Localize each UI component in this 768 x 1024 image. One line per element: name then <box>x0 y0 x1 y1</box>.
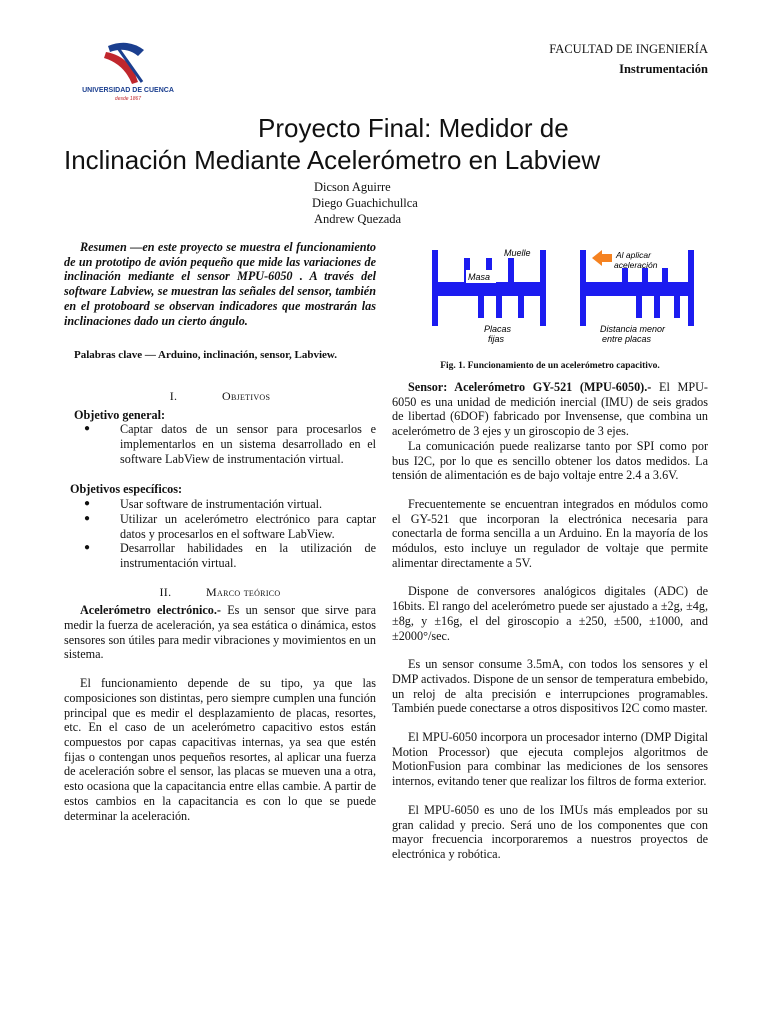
logo-text: UNIVERSIDAD DE CUENCA <box>82 87 174 94</box>
plate <box>622 268 628 282</box>
frame-right-wall <box>688 250 694 326</box>
paragraph: Frecuentemente se encuentran integrados en módulos como el GY-521 que incorporan la electrónica necesaria para conectarla de forma sencilla a un Arduino. En la mayoría de los módulos, esto incluye un regulador de voltaje que permite alimentar directamente a 5V. <box>392 496 708 570</box>
objetivo-general-label: Objetivo general: <box>74 407 166 422</box>
plate <box>478 296 484 318</box>
title-line-2: Inclinación Mediante Acelerómetro en Labview <box>64 145 601 175</box>
figure-left-diagram <box>432 246 546 344</box>
right-column <box>392 380 708 862</box>
author: Dicson Aguirre <box>314 180 391 194</box>
section-title: Objetivos <box>221 388 271 403</box>
label-aplicar: Al aplicar <box>616 250 651 260</box>
abstract: Resumen —en este proyecto se muestra el funcionamiento de un prototipo de avión pequeño que mide las variaciones de inclinación mediante el sensor MPU-6050 . A través del software Labview, se muestran las señales del sensor, también en el protoboard se observan indicadores que mostrarán las inclinaciones dado un cierto ángulo. <box>64 240 376 328</box>
objetivos-especificos-list <box>64 497 376 571</box>
mass-bar <box>586 282 688 296</box>
plate <box>636 296 642 318</box>
paragraph: Es un sensor consume 3.5mA, con todos los sensores y el DMP activados. Dispone de un sensor de temperatura embebido, un reloj de alta precisión e interrupciones programables. También puede conectarse a otros dispositivos I2C como master. <box>392 657 708 716</box>
frame-right-wall <box>540 250 546 326</box>
label-masa: Masa <box>468 272 491 282</box>
keywords: Palabras clave — Arduino, inclinación, sensor, Labview. <box>74 349 338 362</box>
figure-caption: Fig. 1. Funcionamiento de un acelerómetro capacitivo. <box>440 361 660 371</box>
left-column <box>64 240 376 823</box>
label-entre-placas: entre placas <box>602 334 652 344</box>
paragraph: El MPU-6050 es uno de los IMUs más empleados por su gran calidad y precio. Será uno de los componentes que con mayor frecuencia incorporaremos a nuestros proyectos de electrónica y robótica. <box>392 802 708 861</box>
frame-left-wall <box>580 250 586 326</box>
plate <box>518 296 524 318</box>
paragraph: El MPU-6050 incorpora un procesador interno (DMP Digital Motion Processor) que ejecuta complejos algoritmos de MotionFusion para combinar las mediciones de los sensores internos, evitando tener que realizar los filtros de forma exterior. <box>392 730 708 789</box>
list-item: ● Desarrollar habilidades en la utilización de instrumentación virtual. <box>64 541 376 570</box>
label-muelle: Muelle <box>504 248 531 258</box>
mass-bar <box>438 282 540 296</box>
author: Diego Guachichullca <box>312 196 418 210</box>
section-heading-marco <box>64 585 376 600</box>
label-distancia: Distancia menor <box>600 324 666 334</box>
course-name: Instrumentación <box>619 62 708 76</box>
plate <box>674 296 680 318</box>
title-line-1: Proyecto Final: Medidor de <box>258 113 569 143</box>
label-placas: Placas <box>484 324 512 334</box>
paragraph: La comunicación puede realizarse tanto por SPI como por bus I2C, por lo que es sencillo obtener los datos medidos. La tensión de alimentación es de bajo voltaje entre 2.4 a 3.6V. <box>392 438 708 483</box>
list-item: ● Usar software de instrumentación virtual. <box>64 497 376 512</box>
paragraph: Dispone de conversores analógicos digitales (ADC) de 16bits. El rango del acelerómetro puede ser ajustado a ±2g, ±4g, ±8g, y ±16g, el del giroscopio a ±250, ±500, ±1000, and ±2000°/sec. <box>392 584 708 643</box>
plate <box>496 296 502 318</box>
section-title: Marco teórico <box>206 584 281 599</box>
plate <box>508 258 514 282</box>
acelerometro-paragraph <box>64 603 376 662</box>
section-heading-objetivos <box>64 389 376 404</box>
figure-accelerometer <box>430 240 700 352</box>
university-logo <box>78 38 178 104</box>
figure-right-diagram <box>580 250 694 344</box>
paragraph-text: El MPU-6050 es una unidad de medición inercial (IMU) de seis grados de libertad (6DOF) fabricado por Invensense, que combina un acelerómetro de 3 ejes y un giroscopio de 3 ejes. <box>392 380 708 439</box>
author: Andrew Quezada <box>314 212 402 226</box>
frame-left-wall <box>432 250 438 326</box>
plate <box>662 268 668 282</box>
funcionamiento-paragraph: El funcionamiento depende de su tipo, ya que las composiciones son distintas, pero siempre cumplen una función principal que es medir el desplazamiento de placas, resortes, etc. En el caso de un acelerómetro capacitivo estos están compuestos por capas capacitivas internas, ya sea que estén fijas o contengan unos pequeños resortes, al aplicar una fuerza de aceleración sobre el sensor, las placas se mueven una a otra, esto ocasiona que la capacitancia entre ellas cambie. A partir de estos cambios en la capacitancia es con lo que se puede determinar la aceleración. <box>64 676 376 823</box>
authors <box>314 179 418 227</box>
list-item: ● Captar datos de un sensor para procesarlos e implementarlos en un sistema desarrollado en el software LabView de instrumentación virtual. <box>64 422 376 466</box>
sensor-paragraph <box>392 380 708 439</box>
list-item: ● Utilizar un acelerómetro electrónico para captar datos y procesarlos en el software LabView. <box>64 512 376 541</box>
label-fijas: fijas <box>488 334 505 344</box>
acceleration-arrow-icon <box>592 250 612 266</box>
label-aceleracion: aceleración <box>614 260 658 270</box>
objetivos-especificos-label: Objetivos específicos: <box>70 482 183 497</box>
logo-subtext: desde 1867 <box>114 96 142 102</box>
faculty-name: FACULTAD DE INGENIERÍA <box>549 42 708 56</box>
paper-title <box>0 112 768 176</box>
objetivo-general-list <box>64 422 376 466</box>
sensor-label: Sensor: Acelerómetro GY-521 (MPU-6050).- <box>408 380 652 394</box>
section-number: I. <box>169 388 178 403</box>
plate <box>642 268 648 282</box>
section-number: II. <box>159 584 172 599</box>
acelerometro-label: Acelerómetro electrónico.- <box>80 603 221 618</box>
plate <box>654 296 660 318</box>
paragraph-text: Es un sensor que sirve para medir la fuerza de aceleración, ya sea estática o dinámica, estos sensores son útiles para medir vibraciones y movimientos en un sistema. <box>64 603 376 662</box>
